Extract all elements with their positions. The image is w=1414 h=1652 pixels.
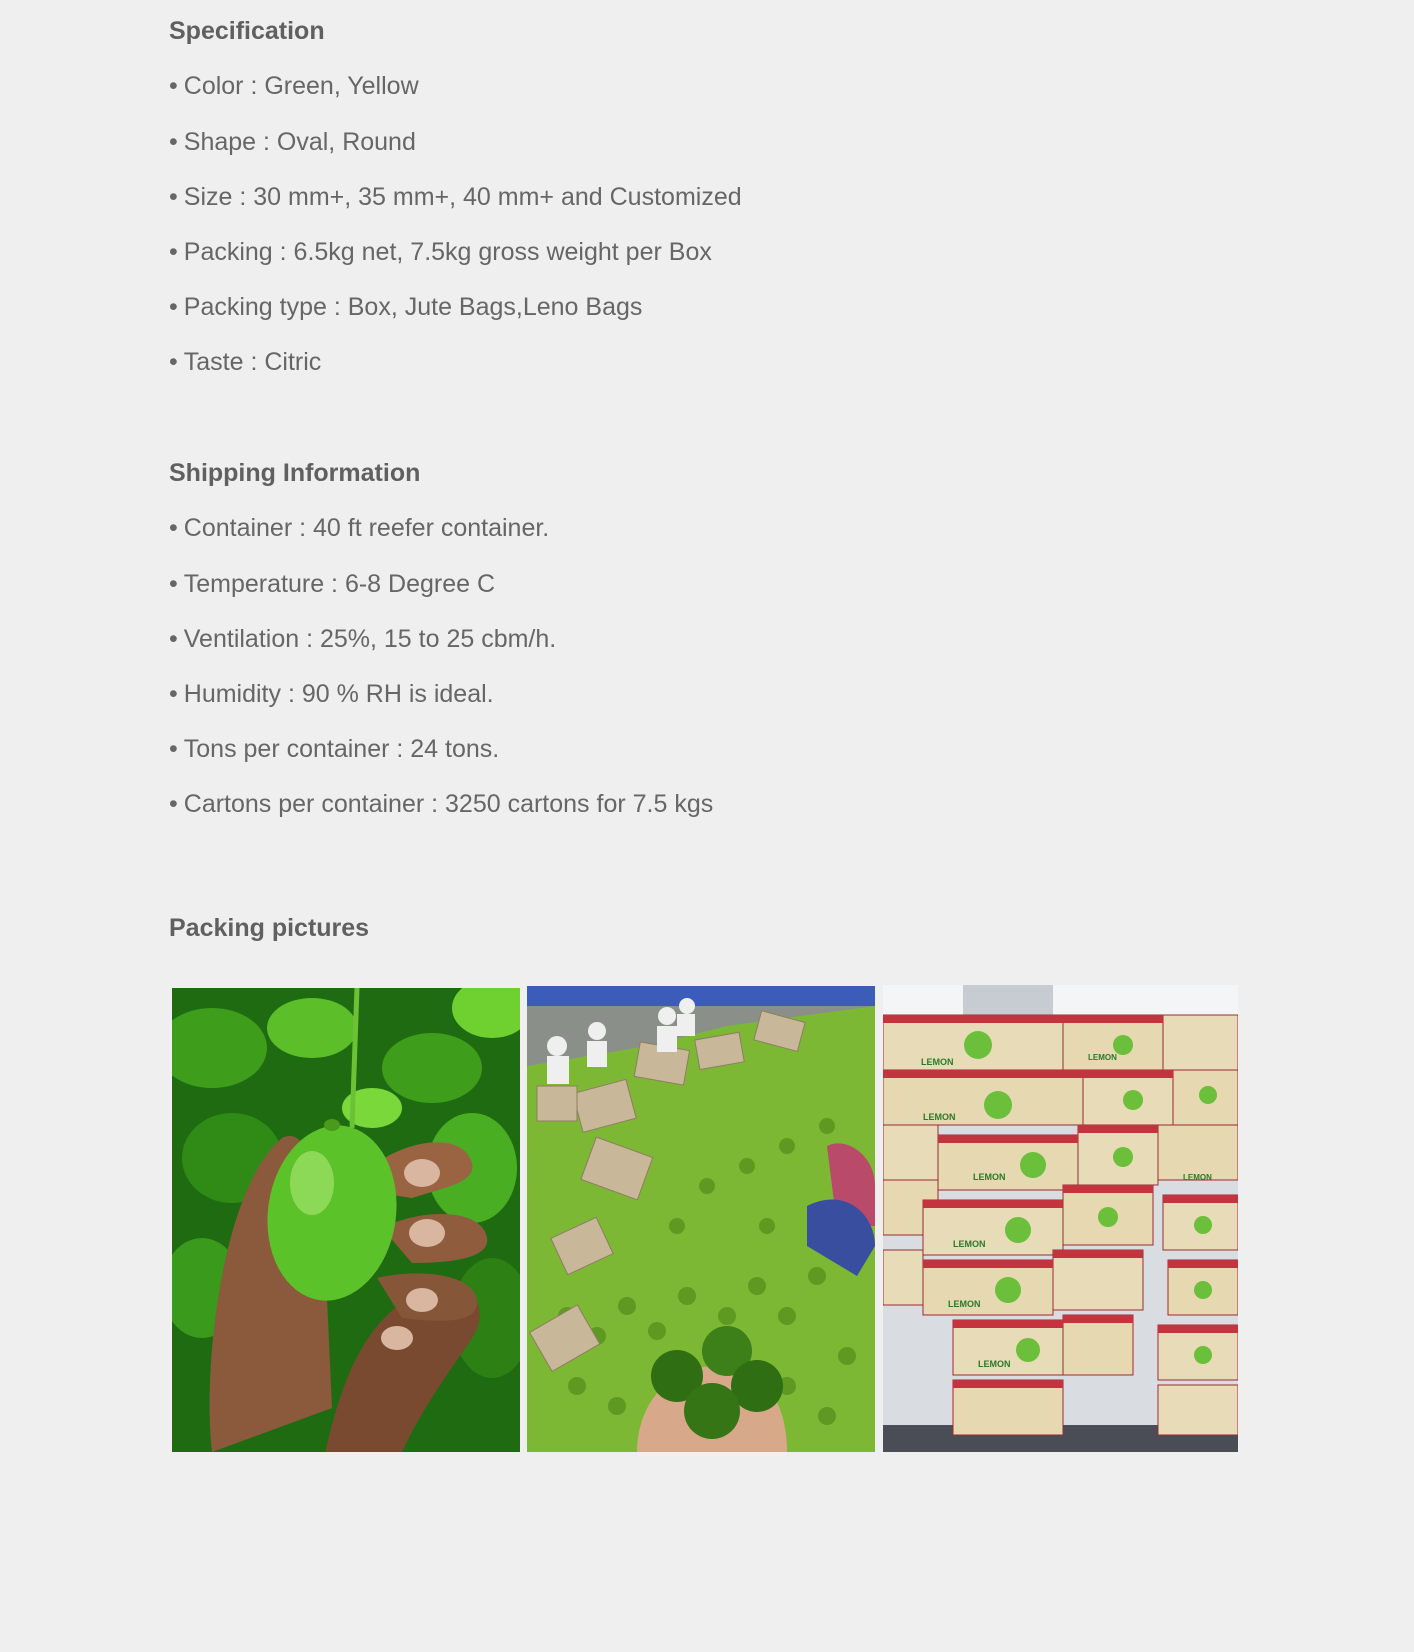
spec-item-taste [169, 348, 321, 377]
bullet-icon: • [169, 238, 178, 266]
spec-item-text: Taste : Citric [183, 348, 322, 376]
bullet-icon: • [169, 680, 178, 708]
carton-label: LEMON [948, 1299, 981, 1309]
shipping-item-tons [169, 735, 499, 764]
spec-item-shape [169, 128, 416, 157]
spec-item-packing-type [169, 293, 642, 322]
carton-label: LEMON [953, 1239, 986, 1249]
shipping-item-temperature [169, 570, 495, 599]
bullet-icon: • [169, 183, 178, 211]
bullet-icon: • [169, 625, 178, 653]
carton-label: LEMON [921, 1057, 954, 1067]
shipping-item-container [169, 514, 549, 543]
shipping-item-cartons [169, 790, 713, 819]
carton-label: LEMON [978, 1359, 1011, 1369]
spec-item-size [169, 183, 742, 212]
specification-heading: Specification [169, 17, 325, 45]
carton-label: LEMON [973, 1172, 1006, 1182]
bullet-icon: • [169, 570, 178, 598]
spec-item-text: Color : Green, Yellow [183, 72, 419, 100]
spec-item-color [169, 72, 419, 101]
spec-item-text: Packing : 6.5kg net, 7.5kg gross weight per Box [183, 238, 712, 266]
shipping-item-text: Temperature : 6-8 Degree C [183, 570, 496, 598]
shipping-heading: Shipping Information [169, 459, 421, 487]
shipping-item-text: Humidity : 90 % RH is ideal. [183, 680, 494, 708]
spec-item-text: Size : 30 mm+, 35 mm+, 40 mm+ and Customized [183, 183, 742, 211]
bullet-icon: • [169, 128, 178, 156]
carton-label: LEMON [1088, 1053, 1117, 1062]
stacked-cartons-image [883, 985, 1238, 1452]
bullet-icon: • [169, 790, 178, 818]
shipping-item-text: Ventilation : 25%, 15 to 25 cbm/h. [183, 625, 557, 653]
spec-item-text: Shape : Oval, Round [183, 128, 416, 156]
spec-item-packing [169, 238, 712, 267]
spec-item-text: Packing type : Box, Jute Bags,Leno Bags [183, 293, 643, 321]
shipping-item-ventilation [169, 625, 556, 654]
packing-photo-gallery [172, 985, 1238, 1452]
bullet-icon: • [169, 514, 178, 542]
photo-lime-in-hand[interactable] [172, 988, 520, 1452]
photo-sorting-limes[interactable] [527, 986, 875, 1452]
photo-stacked-cartons[interactable] [883, 985, 1238, 1452]
sorting-limes-image [527, 986, 875, 1452]
bullet-icon: • [169, 348, 178, 376]
packing-pictures-heading: Packing pictures [169, 914, 370, 942]
shipping-item-text: Container : 40 ft reefer container. [183, 514, 550, 542]
carton-label: LEMON [923, 1112, 956, 1122]
lime-in-hand-image [172, 988, 520, 1452]
carton-label: LEMON [1183, 1173, 1212, 1182]
bullet-icon: • [169, 735, 178, 763]
shipping-item-humidity [169, 680, 494, 709]
bullet-icon: • [169, 293, 178, 321]
shipping-item-text: Tons per container : 24 tons. [183, 735, 500, 763]
bullet-icon: • [169, 72, 178, 100]
shipping-item-text: Cartons per container : 3250 cartons for 7.5 kgs [183, 790, 714, 818]
